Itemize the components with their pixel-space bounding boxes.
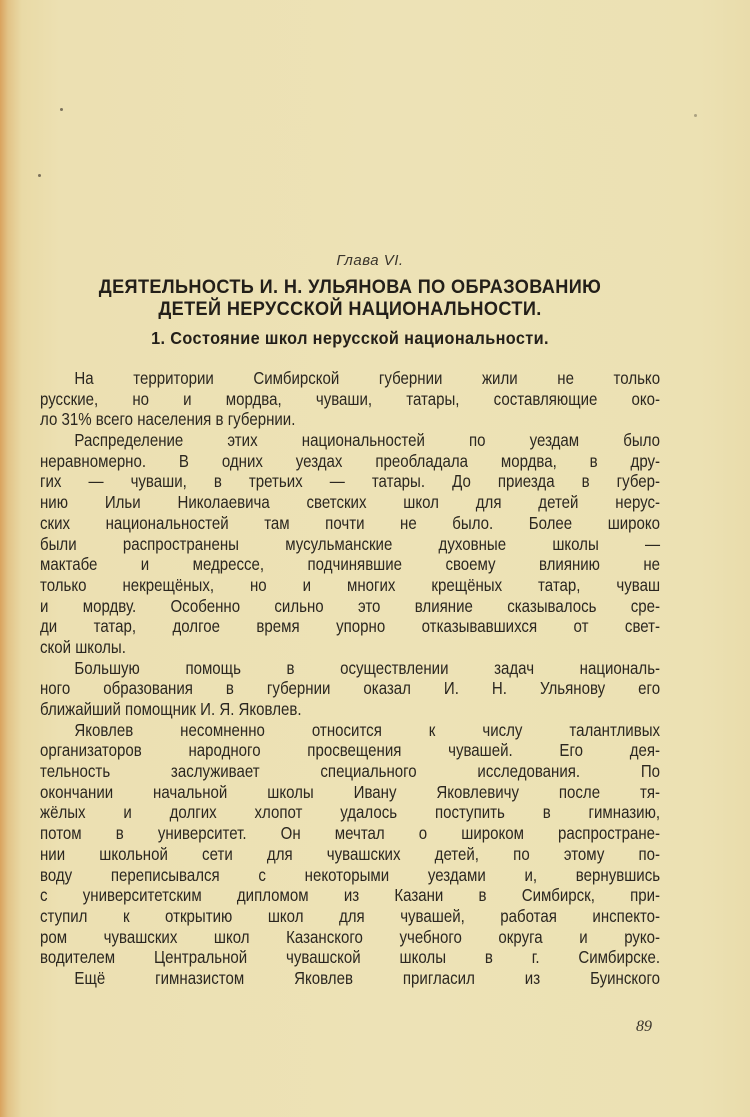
paper-speck [60, 108, 63, 111]
text-line: ло 31% всего населения в губернии. [40, 409, 296, 430]
text-line: Распределение этих национальностей по уездам было [74, 430, 661, 451]
text-line: ских национальностей там почти не было. Более широко [40, 512, 661, 533]
text-line: жёлых и долгих хлопот удалось поступить в гимназию, [40, 802, 661, 823]
text-line: неравномерно. В одних уездах преобладала мордва, в дру- [40, 450, 661, 471]
text-line: На территории Симбирской губернии жили не только [74, 368, 661, 388]
paper-speck [694, 114, 697, 117]
text-line: потом в университет. Он мечтал о широком распростране- [40, 823, 661, 844]
text-line: окончании начальной школы Ивану Яковлевичу после тя- [40, 781, 661, 802]
text-line: гих — чуваши, в третьих — татары. До приезда в губер- [40, 471, 661, 492]
chapter-label: Глава VI. [336, 252, 404, 269]
text-line: тельность заслуживает специального исследования. По [40, 761, 661, 782]
chapter-title-line-2: ДЕТЕЙ НЕРУССКОЙ НАЦИОНАЛЬНОСТИ. [158, 298, 542, 320]
section-title: 1. Состояние школ нерусской национальности. [151, 328, 549, 348]
chapter-title-line-1: ДЕЯТЕЛЬНОСТЬ И. Н. УЛЬЯНОВА ПО ОБРАЗОВАНИЮ [98, 276, 602, 298]
text-line: ской школы. [40, 636, 126, 657]
paper-speck [38, 174, 41, 177]
text-line: воду переписывался с некоторыми уездами и, вернувшись [40, 864, 661, 885]
text-line: только некрещёных, но и многих крещёных татар, чуваш [40, 574, 661, 595]
text-line: нии школьной сети для чувашских детей, по этому по- [40, 843, 661, 864]
text-line: организаторов народного просвещения чувашей. Его дея- [40, 740, 661, 761]
text-line: Ещё гимназистом Яковлев пригласил из Буинского [74, 967, 661, 988]
text-line: Яковлев несомненно относится к числу талантливых [74, 719, 661, 740]
text-line: ди татар, долгое время упорно отказывавшихся от свет- [40, 616, 661, 637]
page-number: 89 [636, 1018, 652, 1035]
text-line: мактабе и медрессе, подчинявшие своему влиянию не [40, 554, 661, 575]
text-line: русские, но и мордва, чуваши, татары, составляющие око- [40, 388, 661, 409]
text-line: ступил к открытию школ для чувашей, работая инспекто- [40, 905, 661, 926]
text-line: ром чувашских школ Казанского учебного округа и руко- [40, 926, 661, 947]
text-line: ближайший помощник И. Я. Яковлев. [40, 699, 302, 719]
text-line: Большую помощь в осуществлении задач националь- [74, 657, 661, 678]
body-text [40, 368, 660, 989]
text-line: водителем Центральной чувашской школы в г. Симбирске. [40, 947, 661, 968]
text-line: нию Ильи Николаевича светских школ для детей нерус- [40, 492, 661, 513]
chapter-title [60, 276, 640, 320]
text-line: с университетским дипломом из Казани в Симбирск, при- [40, 885, 661, 906]
text-line: ного образования в губернии оказал И. Н. Ульянову его [40, 678, 661, 699]
text-line: были распространены мусульманские духовные школы — [40, 533, 661, 554]
text-line: и мордву. Особенно сильно это влияние сказывалось сре- [40, 595, 661, 616]
